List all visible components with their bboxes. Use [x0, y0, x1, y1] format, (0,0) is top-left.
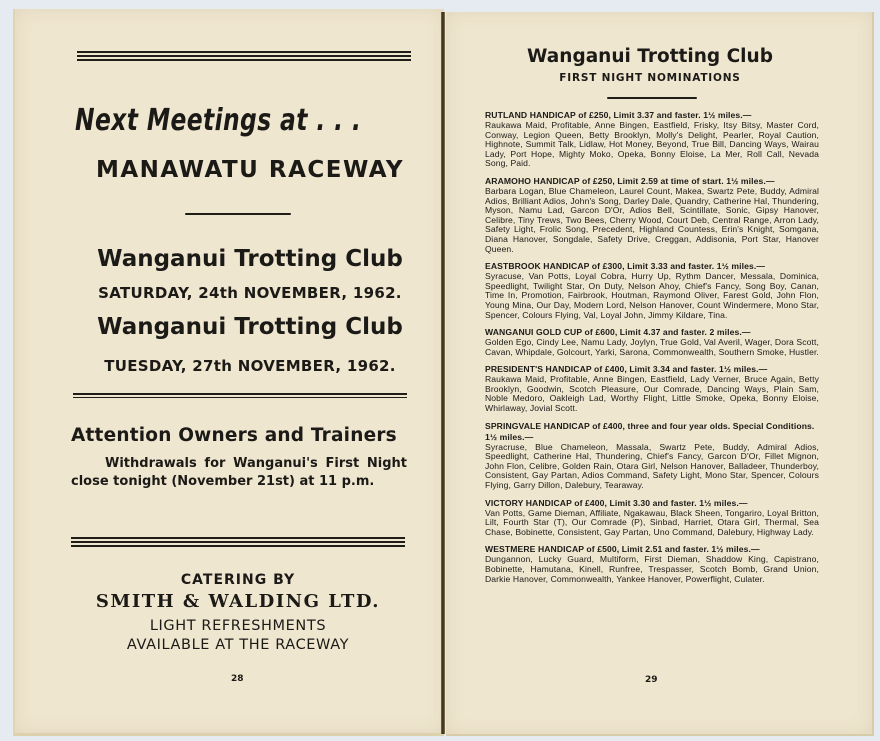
race-entry: [485, 176, 819, 254]
double-rule: [73, 393, 407, 398]
race-nominees: Barbara Logan, Blue Chameleon, Laurel Count, Makea, Swartz Pete, Buddy, Admiral Adios, Brilliant Adios, John's Song, Darley Dale, Quandry, Catherine Hal, Thundering, Myson, Namu Lad, Garcon D'Or, Adios Bell, Scintillate, Sonic, Gipsy Hanover, Celibre, Tiny Trews, Two Bees, Cherry Wood, Court Deb, Central Range, Arron Lady, Safety Light, Frolic Song, Precedent, Highland Countess, Erin's Knight, Somgana, Diana Hanover, Songdale, Safety Drive, Creggan, Addisonia, Port Star, Hanover Queen.: [485, 185, 819, 254]
race-entry: [485, 327, 819, 357]
race-nominees: Golden Ego, Cindy Lee, Namu Lady, Joylyn, True Gold, Val Averil, Wager, Dora Scott, Cavan, Whipdale, Golcourt, Yarki, Sarona, Commonwealth, Southern Smoke, Hustler.: [485, 337, 819, 357]
race-nominees: Van Potts, Game Dieman, Affiliate, Ngakawau, Black Sheen, Tongariro, Loyal Britton, Lilt, Fourth Star (T), Our Comrade (P), Sinbad, Harriet, Otara Girl, Thermal, Sea Chase, Bobinette, Consistent, Gay Partan, Uno Command, Dalebury, Highway Lady.: [485, 507, 819, 537]
next-meetings-heading: Next Meetings at . . .: [75, 103, 362, 138]
race-entry: [485, 364, 819, 413]
meeting-1-date: SATURDAY, 24th NOVEMBER, 1962.: [98, 284, 402, 302]
race-entry: [485, 421, 819, 491]
race-heading: EASTBROOK HANDICAP of £300, Limit 3.33 and faster. 1½ miles.—: [485, 261, 766, 272]
race-heading: SPRINGVALE HANDICAP of £400, three and four year olds. Special Conditions. 1½ miles.—: [485, 420, 815, 442]
refreshments-line-2: AVAILABLE AT THE RACEWAY: [126, 637, 350, 653]
title-divider: [607, 97, 697, 99]
meeting-2-date: TUESDAY, 27th NOVEMBER, 1962.: [104, 357, 396, 375]
page-number-right: 29: [645, 675, 658, 685]
race-heading: WANGANUI GOLD CUP of £600, Limit 4.37 and faster. 2 miles.—: [485, 327, 751, 338]
book-gutter: [441, 12, 445, 734]
nominations-subtitle: FIRST NIGHT NOMINATIONS: [559, 72, 741, 84]
race-nominees: Dungannon, Lucky Guard, Multiform, First Dieman, Shaddow King, Capistrano, Bobinette, Hamutana, Kinell, Runfree, Trespasser, Scotch Bomb, Grand Union, Darkie Hanover, Commonwealth, Yankee Hanover, Powerflight, Culater.: [485, 554, 819, 584]
race-heading: ARAMOHO HANDICAP of £250, Limit 2.59 at time of start. 1½ miles.—: [485, 175, 775, 186]
meeting-2-club: Wanganui Trotting Club: [97, 314, 403, 340]
notice-title: Attention Owners and Trainers: [71, 425, 397, 446]
race-entry: [485, 498, 819, 538]
page-number-left: 28: [231, 674, 244, 684]
race-list: [485, 110, 819, 591]
race-nominees: Syracruse, Blue Chameleon, Massala, Swartz Pete, Buddy, Admiral Adios, Speedlight, Catherine Hal, Thundering, Chief's Fancy, Garcon D'Or, Fillet Mignon, John Flon, Celibre, Golden Rain, Otara Girl, Nelson Hanover, Balladeer, Thunderboy, Consistent, Gay Partan, Adios Command, Safety Light, Mono Star, Spencer, Colours Flying, Garry Dillon, Dalebury, Tearaway.: [485, 441, 819, 491]
race-entry: [485, 110, 819, 169]
race-heading: PRESIDENT'S HANDICAP of £400, Limit 3.34 and faster. 1½ miles.—: [485, 364, 768, 375]
race-nominees: Raukawa Maid, Profitable, Anne Bingen, Eastfield, Frisky, Itsy Bitsy, Master Cord, Conway, Legion Queen, Betty Brooklyn, Molly's Delight, Pearler, Royal Caution, Highnote, Summit Talk, Lidlaw, Hot Money, Beyond, True Bill, Dancing Ways, Wairau Lady, Port Hope, Mighty Moko, Opeka, Bonny Eloise, La Mer, Roll Call, Nevada Song, Paid.: [485, 120, 819, 169]
race-nominees: Raukawa Maid, Profitable, Anne Bingen, Eastfield, Lady Verner, Bruce Again, Betty Brooklyn, Goodwin, Scotch Pleasure, Our Comrade, Dancing Ways, Plain Sam, Noble Medoro, Oakleigh Lad, Worthy Flight, Little Smoke, Opeka, Bonny Eloise, Whirlaway, Jovial Scott.: [485, 374, 819, 414]
nominations-title: Wanganui Trotting Club: [527, 46, 773, 67]
caterer-name: SMITH & WALDING LTD.: [95, 591, 381, 612]
race-nominees: Syracuse, Van Potts, Loyal Cobra, Hurry Up, Rythm Dancer, Messala, Dominica, Speedlight, Twilight Star, On Duty, Nelson Ahoy, Chief's Fancy, Song Boy, Canan, Time In, Promotion, Fairbrook, Houtman, Raymond Oliver, Farest Gold, John Flon, Young Mina, Our Day, Modern Lord, Nelson Hanover, Count Windermere, Mono Star, Spencer, Colours Flying, Val, Loyal John, Jimmy Kildare, Tina.: [485, 271, 819, 320]
refreshments-line-1: LIGHT REFRESHMENTS: [149, 618, 327, 634]
notice-body: Withdrawals for Wanganui's First Night close tonight (November 21st) at 11 p.m.: [71, 456, 407, 489]
short-divider: [185, 213, 291, 215]
race-entry: [485, 544, 819, 584]
lower-triple-rule: [71, 537, 405, 547]
meeting-1-club: Wanganui Trotting Club: [97, 246, 403, 272]
catering-label: CATERING BY: [180, 572, 296, 588]
venue-name: MANAWATU RACEWAY: [95, 157, 405, 183]
top-triple-rule: [77, 51, 411, 61]
race-heading: RUTLAND HANDICAP of £250, Limit 3.37 and faster. 1½ miles.—: [485, 110, 752, 120]
race-heading: WESTMERE HANDICAP of £500, Limit 2.51 and faster. 1½ miles.—: [485, 544, 760, 555]
race-heading: VICTORY HANDICAP of £400, Limit 3.30 and faster. 1½ miles.—: [485, 497, 748, 508]
race-entry: [485, 261, 819, 320]
